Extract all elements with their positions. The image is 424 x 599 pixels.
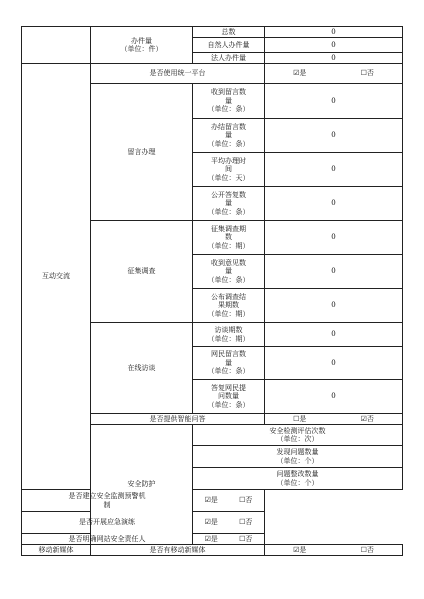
msg-received-value: 0 [265,84,403,119]
unified-platform-yes-checkbox[interactable]: ☑是 [293,69,307,78]
interview-periods-label: 访谈期数 （单位：期） [193,323,265,347]
msg-public-label: 公开答复数 量 （单位：条） [193,187,265,221]
total-value: 0 [265,27,403,38]
sec-responsible-yes-checkbox[interactable]: ☑是 [204,534,218,543]
sec-warning-yes-checkbox[interactable]: ☑是 [204,496,218,505]
sec-responsible-no-checkbox[interactable]: ☐否 [239,534,253,543]
sec-drill-no-checkbox[interactable]: ☐否 [239,518,253,527]
sec-found-label: 发现问题数量 （单位：个） [193,446,403,468]
sec-fixed-label: 问题整改数量 （单位：个） [193,468,403,490]
sec-warning-label: 是否建立安全监测预警机 制 [22,490,193,512]
table-row [22,512,403,534]
survey-results-value: 0 [265,289,403,323]
msg-done-label: 办结留言数 量 （单位：条） [193,119,265,153]
unified-platform-label: 是否使用统一平台 [91,64,265,84]
legal-person-value: 0 [265,53,403,64]
mobile-media-label: 是否有移动新媒体 [91,545,265,556]
category-cell-empty [22,27,91,64]
unified-platform-choice [265,64,403,84]
sec-drill-choice [193,512,265,534]
category-security: 安全防护 [91,425,193,545]
table-row [22,534,403,545]
website-statistics-table [21,26,403,556]
sec-warning-no-checkbox[interactable]: ☐否 [239,496,253,505]
survey-periods-value: 0 [265,221,403,255]
sec-responsible-choice [193,534,265,545]
natural-person-label: 自然人办件量 [193,38,265,53]
msg-public-value: 0 [265,187,403,221]
sec-warning-choice [193,490,265,512]
count-group-label: 办件量 （单位：件） [91,27,193,64]
interview-questions-label: 网民留言数 量 （单位：条） [193,347,265,380]
smart-qa-no-checkbox[interactable]: ☑否 [360,414,374,423]
mobile-media-no-checkbox[interactable]: ☐否 [360,545,374,554]
survey-results-label: 公布调查结 果期数 （单位：期） [193,289,265,323]
interview-answers-label: 答复网民提 问数量 （单位：条） [193,380,265,414]
survey-group-label: 征集调查 [91,221,193,323]
table-row [22,64,403,84]
smart-qa-choice [265,414,403,425]
table-row [22,27,403,38]
msg-avg-time-label: 平均办理时 间 （单位：天） [193,153,265,187]
interview-answers-value: 0 [265,380,403,414]
sec-eval-label: 安全检测评估次数 （单位：次） [193,425,403,446]
category-mobile: 移动新媒体 [22,545,91,556]
sec-drill-label: 是否开展应急演练 [22,512,193,534]
survey-opinions-value: 0 [265,255,403,289]
table-row [22,490,403,512]
smart-qa-label: 是否提供智能问答 [91,414,265,425]
msg-received-label: 收到留言数 量 （单位：条） [193,84,265,119]
smart-qa-yes-checkbox[interactable]: ☐是 [293,414,307,423]
interview-periods-value: 0 [265,323,403,347]
message-group-label: 留言办理 [91,84,193,221]
category-interaction: 互动交流 [22,64,91,490]
sec-drill-yes-checkbox[interactable]: ☑是 [204,518,218,527]
interview-questions-value: 0 [265,347,403,380]
mobile-media-yes-checkbox[interactable]: ☑是 [293,545,307,554]
survey-periods-label: 征集调查期 数 （单位：期） [193,221,265,255]
msg-avg-time-value: 0 [265,153,403,187]
unified-platform-no-checkbox[interactable]: ☐否 [360,69,374,78]
survey-opinions-label: 收到意见数 量 （单位：条） [193,255,265,289]
legal-person-label: 法人办件量 [193,53,265,64]
msg-done-value: 0 [265,119,403,153]
natural-person-value: 0 [265,38,403,53]
total-label: 总数 [193,27,265,38]
mobile-media-choice [265,545,403,556]
interview-group-label: 在线访谈 [91,323,193,414]
sec-responsible-label: 是否明确网站安全责任人 [22,534,193,545]
table-row [22,545,403,556]
